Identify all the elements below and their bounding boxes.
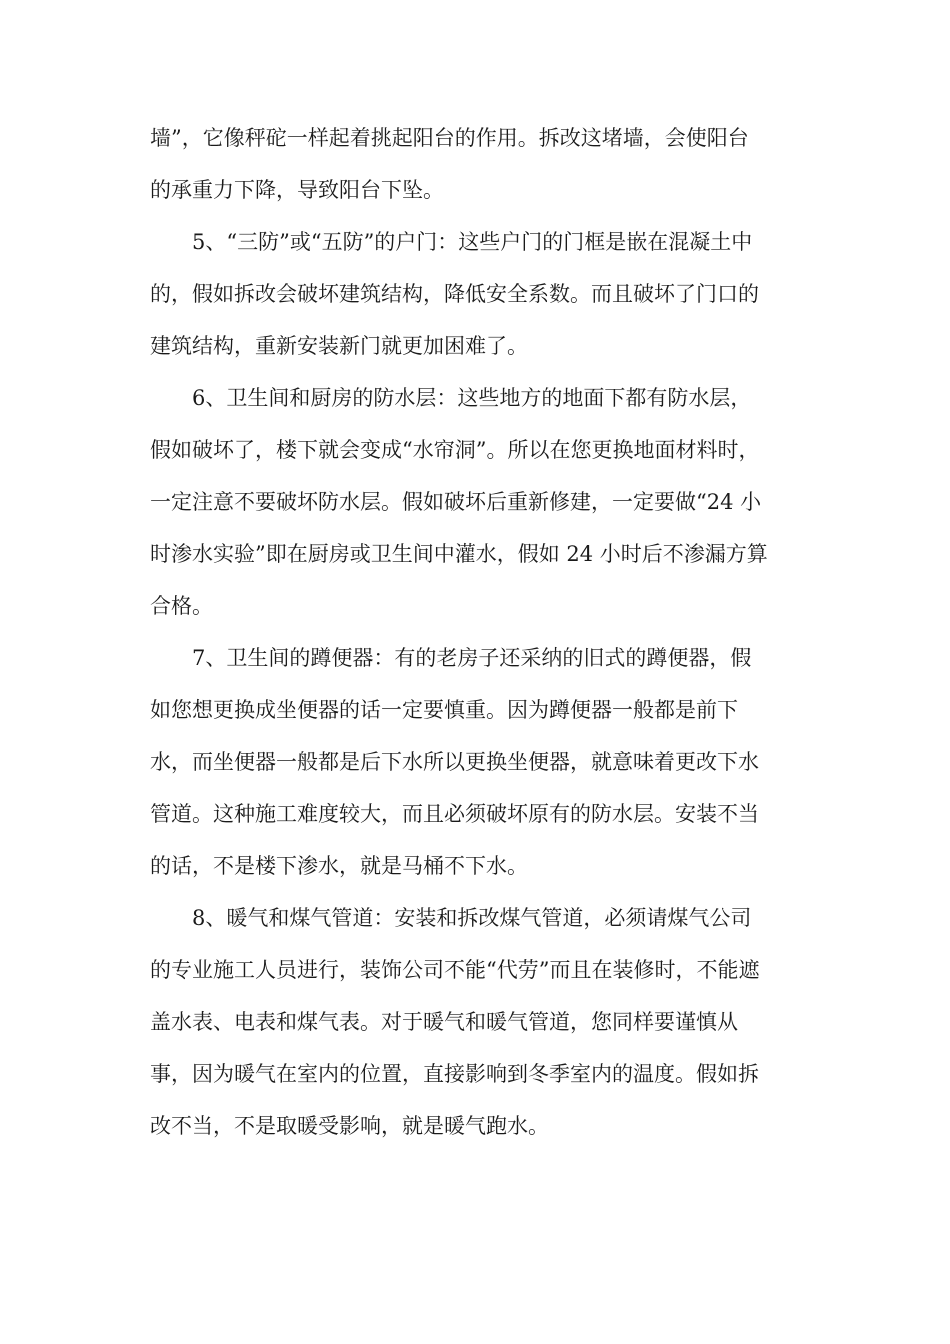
- text-line: 的，假如拆改会破坏建筑结构，降低安全系数。而且破坏了门口的: [150, 282, 759, 306]
- text-line: 如您想更换成坐便器的话一定要慎重。因为蹲便器一般都是前下: [150, 698, 738, 722]
- text-line: 时渗水实验”即在厨房或卫生间中灌水，假如 24 小时后不渗漏方算: [150, 542, 768, 566]
- text-line: 的话，不是楼下渗水，就是马桶不下水。: [150, 854, 528, 878]
- text-line: 一定注意不要破坏防水层。假如破坏后重新修建，一定要做“24 小: [150, 490, 762, 514]
- text-line: 建筑结构，重新安装新门就更加困难了。: [150, 334, 528, 358]
- text-line: 事，因为暖气在室内的位置，直接影响到冬季室内的温度。假如拆: [150, 1062, 759, 1086]
- text-line: 合格。: [150, 594, 213, 618]
- text-line: 盖水表、电表和煤气表。对于暖气和暖气管道，您同样要谨慎从: [150, 1010, 738, 1034]
- paragraph-item-5: 5、“三防”或“五防”的户门：这些户门的门框是嵌在混凝土中: [192, 230, 753, 254]
- text-line: 改不当，不是取暖受影响，就是暖气跑水。: [150, 1114, 549, 1138]
- document-body: [150, 112, 810, 1152]
- text-line: 的承重力下降，导致阳台下坠。: [150, 178, 444, 202]
- text-line: 管道。这种施工难度较大，而且必须破坏原有的防水层。安装不当: [150, 802, 759, 826]
- text-line: 墙”，它像秤砣一样起着挑起阳台的作用。拆改这堵墙，会使阳台: [150, 126, 749, 150]
- paragraph-item-6: 6、卫生间和厨房的防水层：这些地方的地面下都有防水层，: [192, 386, 752, 410]
- paragraph-item-8: 8、暖气和煤气管道：安装和拆改煤气管道，必须请煤气公司: [192, 906, 752, 930]
- text-line: 水，而坐便器一般都是后下水所以更换坐便器，就意味着更改下水: [150, 750, 759, 774]
- text-line: 的专业施工人员进行，装饰公司不能“代劳”而且在装修时，不能遮: [150, 958, 760, 982]
- paragraph-item-7: 7、卫生间的蹲便器：有的老房子还采纳的旧式的蹲便器，假: [192, 646, 752, 670]
- text-line: 假如破坏了，楼下就会变成“水帘洞”。所以在您更换地面材料时，: [150, 438, 760, 462]
